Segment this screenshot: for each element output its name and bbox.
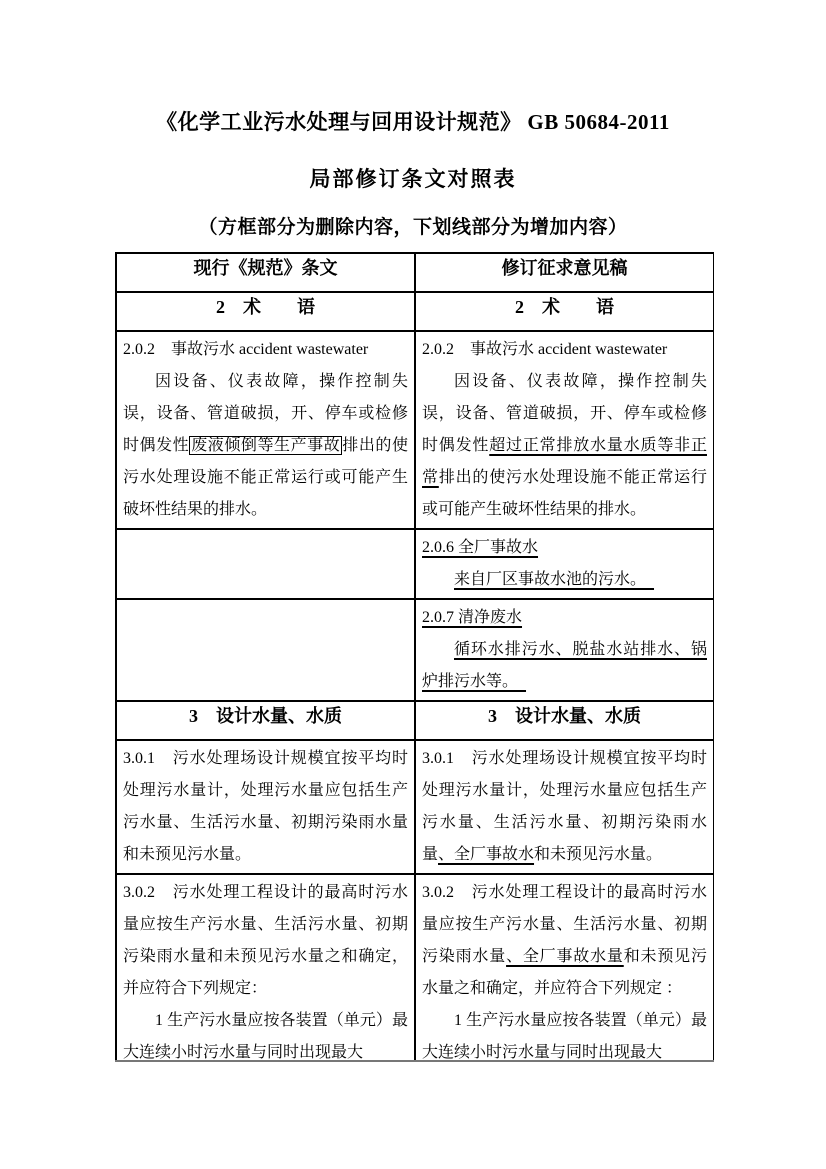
- clause-text: 3.0.1 污水处理场设计规模宜按平均时处理污水量计，处理污水量应包括生产污水量、生活污水量、初期污染雨水量: [422, 750, 707, 863]
- deleted-text: 废液倾倒等生产事故: [191, 437, 341, 454]
- clause-paragraph: [422, 532, 707, 564]
- cell-left: [116, 740, 415, 874]
- added-text: 、全厂事故水: [438, 846, 535, 863]
- clause-paragraph: [422, 877, 707, 1005]
- clause-text: 1 生产污水量应按各装置（单元）最大连续小时污水量与同时出现最大: [123, 1012, 408, 1061]
- cell-right: [415, 331, 714, 529]
- cell-right: 3 设计水量、水质: [415, 701, 714, 740]
- added-text: 来自厂区事故水池的污水。: [454, 571, 655, 588]
- clause-paragraph: [422, 1005, 707, 1062]
- clause-row: [116, 529, 714, 599]
- clause-row: [116, 599, 714, 701]
- section-row: [116, 292, 714, 331]
- column-header-revision-draft: 修订征求意见稿: [415, 253, 714, 292]
- clause-paragraph: [422, 366, 707, 526]
- clause-text: 3.0.1 污水处理场设计规模宜按平均时处理污水量计，处理污水量应包括生产污水量、生活污水量、初期污染雨水量和未预见污水量。: [123, 750, 408, 863]
- clause-paragraph: [123, 743, 408, 871]
- added-text: 循环水排污水、脱盐水站排水、锅炉排污水等。: [422, 641, 707, 690]
- document-subtitle: 局部修订条文对照表: [309, 167, 517, 191]
- added-text: 超过正常排放水量水质等非正常: [422, 437, 707, 486]
- clause-row: [116, 874, 714, 1062]
- section-row: [116, 701, 714, 740]
- clause-text: 3.0.2 污水处理工程设计的最高时污水量应按生产污水量、生活污水量、初期污染雨水量和未预见污水量之和确定，并应符合下列规定：: [123, 884, 408, 997]
- added-text: 2.0.6 全厂事故水: [422, 539, 539, 556]
- cell-left: [116, 599, 415, 701]
- clause-paragraph: [123, 334, 408, 366]
- added-text: 2.0.7 清净废水: [422, 609, 523, 626]
- column-header-current-code: 现行《规范》条文: [116, 253, 415, 292]
- clause-text: 因设备、仪表故障，操作控制失误，设备、管道破损，开、停车或检修时偶发性: [422, 373, 707, 454]
- cell-right: [415, 529, 714, 599]
- cell-left: [116, 331, 415, 529]
- clause-paragraph: [123, 877, 408, 1005]
- cell-right: 2 术 语: [415, 292, 714, 331]
- cell-left: [116, 529, 415, 599]
- clause-text: 因设备、仪表故障，操作控制失误，设备、管道破损，开、停车或检修时偶发性: [123, 373, 408, 454]
- clause-text: 排出的使污水处理设施不能正常运行或可能产生破坏性结果的排水。: [422, 469, 707, 518]
- document-note: （方框部分为删除内容，下划线部分为增加内容）: [198, 217, 628, 238]
- cell-right: [415, 874, 714, 1062]
- clause-paragraph: [123, 366, 408, 526]
- comparison-table-container: [115, 252, 714, 1062]
- document-title: 《化学工业污水处理与回用设计规范》 GB 50684-2011: [156, 110, 670, 134]
- clause-paragraph: [422, 743, 707, 871]
- cell-right: [415, 599, 714, 701]
- added-text: 、全厂事故水量: [506, 948, 624, 965]
- clause-paragraph: [422, 334, 707, 366]
- clause-row: [116, 740, 714, 874]
- clause-row: [116, 331, 714, 529]
- cell-right: [415, 740, 714, 874]
- clause-text: 和未预见污水量。: [534, 846, 663, 863]
- clause-paragraph: [123, 1005, 408, 1062]
- table-header-row: [116, 253, 714, 292]
- comparison-table: [115, 252, 714, 1062]
- cell-left: 3 设计水量、水质: [116, 701, 415, 740]
- clause-text: 2.0.2 事故污水 accident wastewater: [422, 341, 668, 358]
- cell-left: [116, 874, 415, 1062]
- clause-paragraph: [422, 602, 707, 634]
- table-body: [116, 292, 714, 1062]
- clause-text: 2.0.2 事故污水 accident wastewater: [123, 341, 369, 358]
- clause-paragraph: [422, 634, 707, 698]
- clause-text: 1 生产污水量应按各装置（单元）最大连续小时污水量与同时出现最大: [422, 1012, 707, 1061]
- clause-text: 和未预见污水量之和确定，并应符合下列规定 ：: [422, 948, 707, 997]
- clause-paragraph: [422, 564, 707, 596]
- clause-text: 3.0.2 污水处理工程设计的最高时污水量应按生产污水量、生活污水量、初期污染雨水量: [422, 884, 707, 965]
- cell-left: 2 术 语: [116, 292, 415, 331]
- clause-text: 排出的使污水处理设施不能正常运行或可能产生破坏性结果的排水。: [123, 437, 408, 518]
